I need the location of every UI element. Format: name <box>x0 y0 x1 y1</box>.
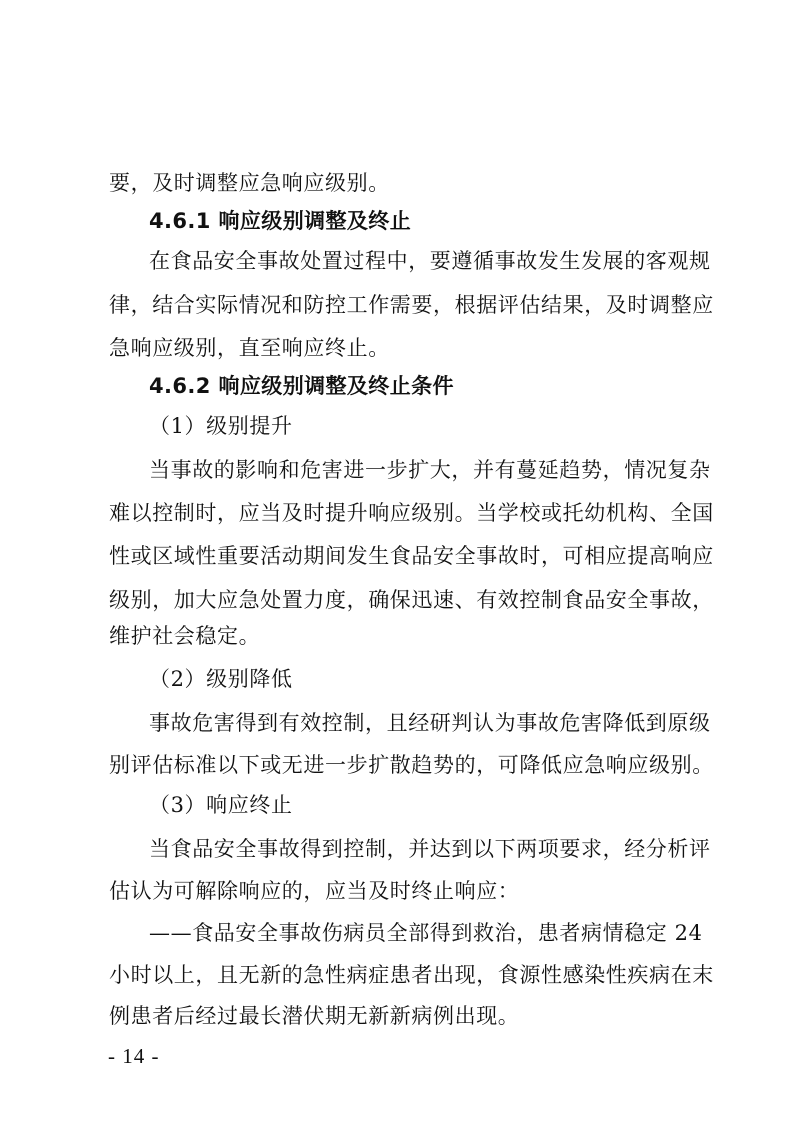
paragraph-line: 律，结合实际情况和防控工作需要，根据评估结果，及时调整应 <box>109 293 714 317</box>
paragraph-line: 性或区域性重要活动期间发生食品安全事故时，可相应提高响应 <box>109 544 714 568</box>
paragraph-line: 估认为可解除响应的，应当及时终止响应： <box>109 879 520 903</box>
subheading-level-up: （1）级别提升 <box>149 414 293 438</box>
subheading-level-down: （2）级别降低 <box>149 667 293 691</box>
section-heading-4-6-1: 4.6.1 响应级别调整及终止 <box>149 209 412 233</box>
paragraph-line: ——食品安全事故伤病员全部得到救治，患者病情稳定 24 <box>149 921 703 945</box>
paragraph-line: 难以控制时，应当及时提升响应级别。当学校或托幼机构、全国 <box>109 501 714 525</box>
paragraph-line: 当事故的影响和危害进一步扩大，并有蔓延趋势，情况复杂 <box>149 458 711 482</box>
subheading-response-end: （3）响应终止 <box>149 793 293 817</box>
paragraph-line: 级别，加大应急处置力度，确保迅速、有效控制食品安全事故， <box>109 588 714 612</box>
paragraph-line: 事故危害得到有效控制，且经研判认为事故危害降低到原级 <box>149 711 711 735</box>
paragraph-line: 当食品安全事故得到控制，并达到以下两项要求，经分析评 <box>149 837 711 861</box>
paragraph-line: 在食品安全事故处置过程中，要遵循事故发生发展的客观规 <box>149 249 711 273</box>
paragraph-line: 维护社会稳定。 <box>109 624 261 648</box>
page-number: - 14 - <box>108 1044 160 1068</box>
paragraph-line: 例患者后经过最长潜伏期无新新病例出现。 <box>109 1004 520 1028</box>
paragraph-line: 别评估标准以下或无进一步扩散趋势的，可降低应急响应级别。 <box>109 753 714 777</box>
paragraph-continuation: 要，及时调整应急响应级别。 <box>109 171 390 195</box>
section-heading-4-6-2: 4.6.2 响应级别调整及终止条件 <box>149 374 454 398</box>
paragraph-line: 小时以上，且无新的急性病症患者出现，食源性感染性疾病在末 <box>109 963 714 987</box>
paragraph-line: 急响应级别，直至响应终止。 <box>109 336 390 360</box>
